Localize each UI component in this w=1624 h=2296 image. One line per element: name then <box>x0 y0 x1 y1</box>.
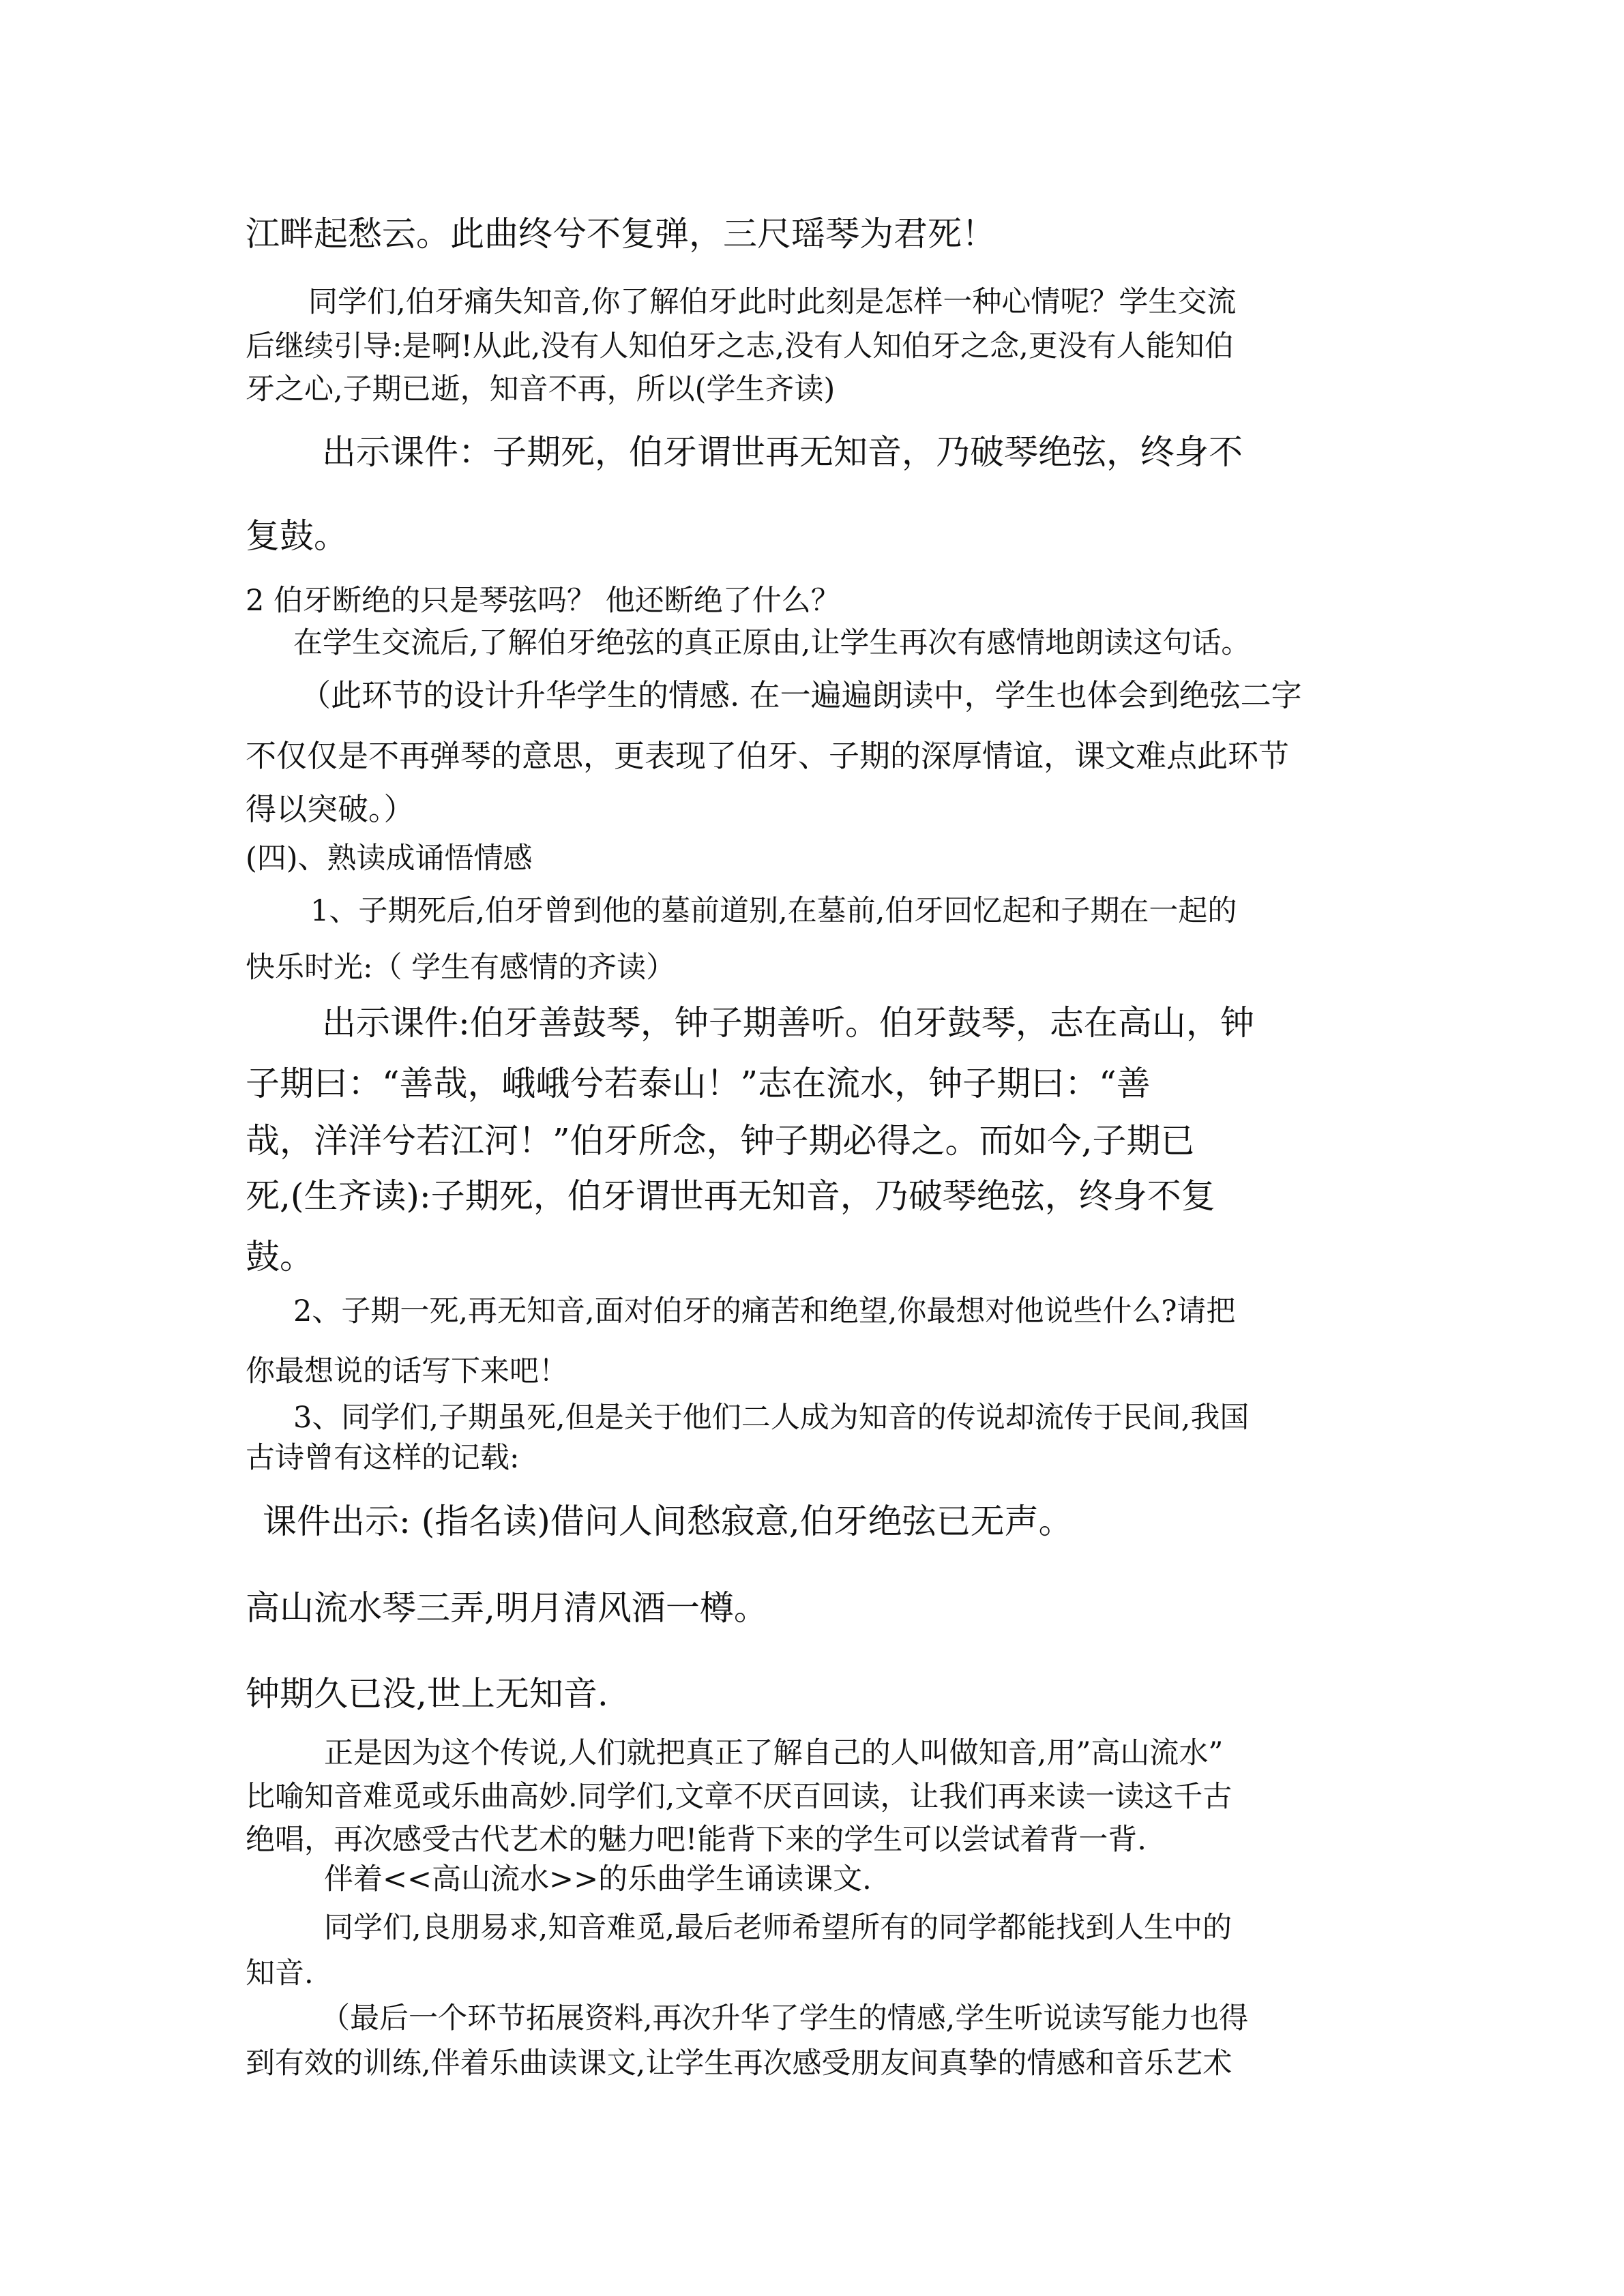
text-line: 在学生交流后,了解伯牙绝弦的真正原由,让学生再次有感情地朗读这句话。 <box>293 626 1251 660</box>
text-line: 古诗曾有这样的记载: <box>246 1441 520 1475</box>
text-line: 复鼓。 <box>246 516 348 556</box>
text-line: 死,(生齐读):子期死，伯牙谓世再无知音，乃破琴绝弦，终身不复 <box>246 1176 1215 1216</box>
text-line: 伴着<<高山流水>>的乐曲学生诵读课文. <box>324 1862 872 1896</box>
text-line: 你最想说的话写下来吧！ <box>246 1354 568 1388</box>
text-line: 知音. <box>246 1956 314 1991</box>
text-line: 1、子期死后,伯牙曾到他的墓前道别,在墓前,伯牙回忆起和子期在一起的 <box>310 894 1237 928</box>
text-line: 江畔起愁云。此曲终兮不复弹，三尺瑶琴为君死！ <box>246 214 996 254</box>
text-line: 牙之心,子期已逝，知音不再，所以(学生齐读) <box>246 372 836 406</box>
text-line: 同学们,良朋易求,知音难觅,最后老师希望所有的同学都能找到人生中的 <box>324 1911 1232 1945</box>
text-line: 同学们,伯牙痛失知音,你了解伯牙此时此刻是怎样一种心情呢？学生交流 <box>308 285 1237 319</box>
text-line: 出示课件：子期死，伯牙谓世再无知音，乃破琴绝弦，终身不 <box>322 432 1243 472</box>
text-line: （最后一个环节拓展资料,再次升华了学生的情感,学生听说读写能力也得 <box>321 2001 1249 2036</box>
text-line: 出示课件:伯牙善鼓琴，钟子期善听。伯牙鼓琴，志在高山，钟 <box>322 1003 1254 1043</box>
text-line: 正是因为这个传说,人们就把真正了解自己的人叫做知音,用”高山流水” <box>324 1736 1224 1770</box>
text-line: 哉，洋洋兮若江河！”伯牙所念，钟子期必得之。而如今,子期已 <box>246 1121 1195 1161</box>
text-line: 得以突破。） <box>246 791 415 827</box>
text-line: 不仅仅是不再弹琴的意思，更表现了伯牙、子期的深厚情谊，课文难点此环节 <box>246 738 1290 774</box>
text-line: 快乐时光:（ 学生有感情的齐读） <box>246 951 676 985</box>
text-line: 2、子期一死,再无知音,面对伯牙的痛苦和绝望,你最想对他说些什么?请把 <box>293 1294 1236 1328</box>
text-line: （此环节的设计升华学生的情感. 在一遍遍朗读中，学生也体会到绝弦二字 <box>300 677 1302 713</box>
text-line: 鼓。 <box>246 1237 314 1277</box>
section-heading: (四)、熟读成诵悟情感 <box>246 841 533 876</box>
text-line: 课件出示: (指名读)借问人间愁寂意,伯牙绝弦已无声。 <box>263 1502 1073 1541</box>
text-line: 高山流水琴三弄,明月清风酒一樽。 <box>246 1588 768 1628</box>
text-line: 钟期久已没,世上无知音. <box>246 1674 608 1714</box>
text-line: 后继续引导:是啊!从此,没有人知伯牙之志,没有人知伯牙之念,更没有人能知伯 <box>246 329 1234 363</box>
text-line: 绝唱，再次感受古代艺术的魅力吧!能背下来的学生可以尝试着背一背. <box>246 1823 1147 1857</box>
text-line: 2 伯牙断绝的只是琴弦吗？ 他还断绝了什么？ <box>246 584 840 618</box>
text-line: 到有效的训练,伴着乐曲读课文,让学生再次感受朋友间真挚的情感和音乐艺术 <box>246 2046 1232 2081</box>
text-line: 3、同学们,子期虽死,但是关于他们二人成为知音的传说却流传于民间,我国 <box>293 1401 1250 1435</box>
text-line: 比喻知音难觅或乐曲高妙.同学们,文章不厌百回读，让我们再来读一读这千古 <box>246 1780 1232 1814</box>
text-line: 子期曰：“善哉，峨峨兮若泰山！”志在流水，钟子期曰：“善 <box>246 1064 1151 1103</box>
